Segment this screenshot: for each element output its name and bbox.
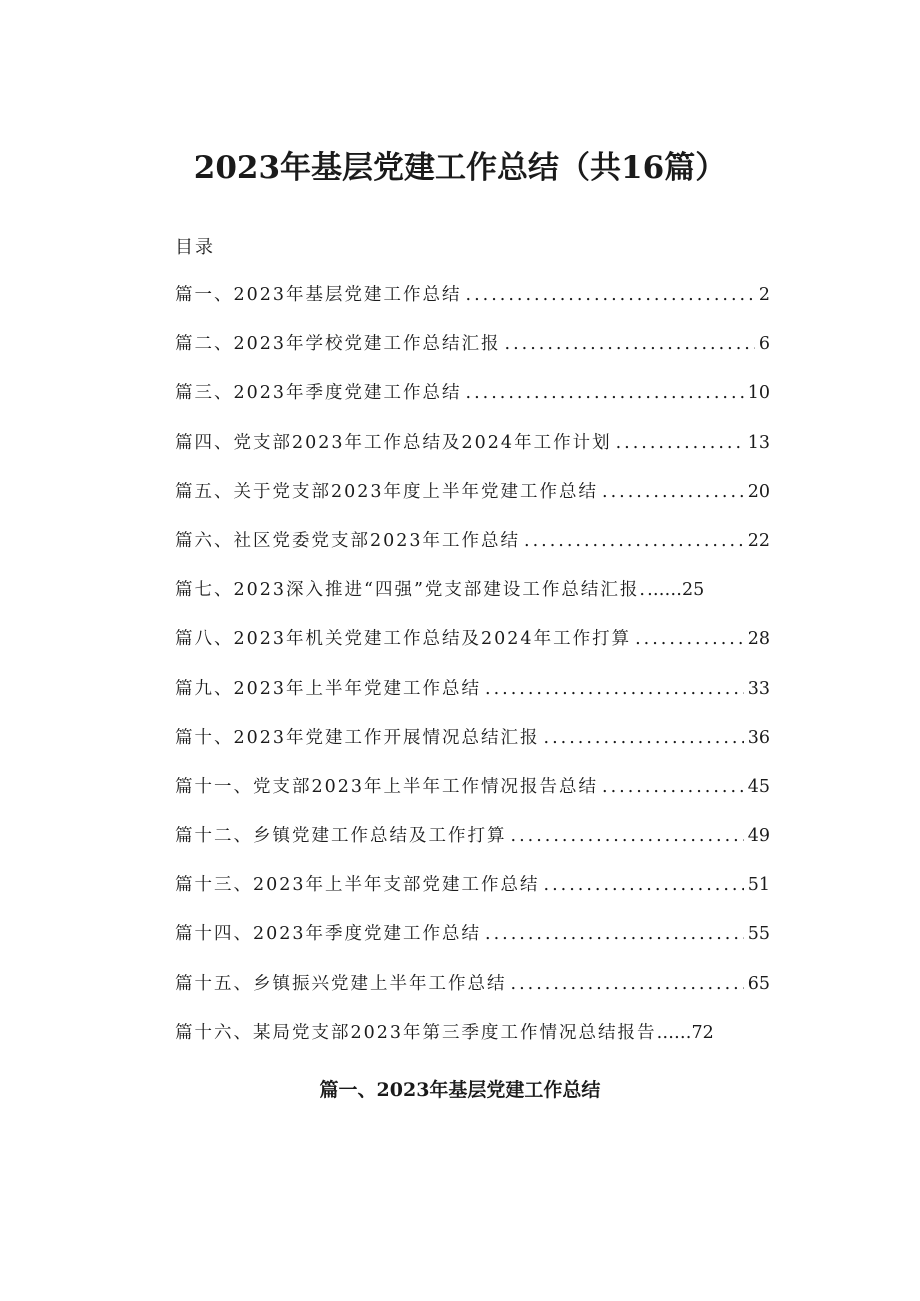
toc-entry-13[interactable] xyxy=(175,873,770,922)
toc-entry-label: 篇八、2023年机关党建工作总结及2024年工作打算 xyxy=(175,629,632,650)
toc-entry-label: 篇一、2023年基层党建工作总结 xyxy=(175,285,462,305)
toc-entry-page: 6 xyxy=(758,334,770,355)
toc-entry-16[interactable] xyxy=(175,1021,770,1070)
toc-leader-dots xyxy=(485,677,744,701)
toc-entry-page: 33 xyxy=(747,678,770,699)
toc-leader-dots xyxy=(466,381,744,405)
toc-leader-dots xyxy=(635,627,744,651)
toc-entry-page: 49 xyxy=(747,826,770,847)
section-heading: 篇一、2023年基层党建工作总结 xyxy=(319,1079,601,1101)
toc-entry-label: 篇十六、某局党支部2023年第三季度工作情况总结报告 xyxy=(175,1022,657,1043)
toc-entry-14[interactable] xyxy=(175,922,770,971)
toc-leader-dots xyxy=(616,431,744,455)
toc-entry-page: 20 xyxy=(747,481,770,502)
toc-entry-page: 65 xyxy=(747,973,770,994)
toc-entry-10[interactable] xyxy=(175,726,770,775)
toc-entry-label: 篇十、2023年党建工作开展情况总结汇报 xyxy=(175,727,540,748)
toc-leader-dots xyxy=(544,873,744,897)
toc-entry-page: 13 xyxy=(747,432,770,453)
toc-entry-page: ……25 xyxy=(647,580,705,601)
toc-entry-9[interactable] xyxy=(175,677,770,726)
toc-leader-dots xyxy=(485,922,744,946)
toc-entry-page: 36 xyxy=(747,727,770,748)
toc-entry-page: 55 xyxy=(747,924,770,945)
toc-entry-label: 篇七、2023深入推进“四强”党支部建设工作总结汇报. xyxy=(175,580,647,601)
table-of-contents xyxy=(175,283,770,1070)
toc-entry-label: 篇九、2023年上半年党建工作总结 xyxy=(175,678,482,699)
toc-entry-page: 22 xyxy=(747,530,770,551)
toc-entry-8[interactable] xyxy=(175,627,770,676)
toc-entry-label: 篇十三、2023年上半年支部党建工作总结 xyxy=(175,875,540,896)
toc-leader-dots xyxy=(511,824,744,848)
document-title: 2023年基层党建工作总结（共16篇） xyxy=(193,150,727,186)
toc-entry-label: 篇四、党支部2023年工作总结及2024年工作计划 xyxy=(175,432,612,453)
toc-entry-page: 28 xyxy=(747,629,770,650)
toc-leader-dots xyxy=(602,775,744,799)
toc-entry-15[interactable] xyxy=(175,972,770,1021)
toc-entry-6[interactable] xyxy=(175,529,770,578)
toc-leader-dots xyxy=(466,283,755,307)
toc-heading: 目录 xyxy=(175,237,215,258)
toc-leader-dots xyxy=(524,529,744,553)
toc-leader-dots xyxy=(544,726,744,750)
toc-entry-page: ……72 xyxy=(656,1022,714,1043)
toc-entry-page: 2 xyxy=(758,285,770,305)
toc-entry-label: 篇十二、乡镇党建工作总结及工作打算 xyxy=(175,826,507,847)
toc-entry-12[interactable] xyxy=(175,824,770,873)
toc-entry-label: 篇六、社区党委党支部2023年工作总结 xyxy=(175,530,521,551)
toc-entry-label: 篇三、2023年季度党建工作总结 xyxy=(175,383,462,404)
toc-entry-3[interactable] xyxy=(175,381,770,430)
toc-leader-dots xyxy=(511,972,744,996)
toc-entry-page: 45 xyxy=(747,776,770,797)
toc-entry-1[interactable] xyxy=(175,283,770,332)
toc-entry-label: 篇十四、2023年季度党建工作总结 xyxy=(175,924,482,945)
toc-entry-label: 篇十一、党支部2023年上半年工作情况报告总结 xyxy=(175,776,599,797)
toc-entry-page: 51 xyxy=(747,875,770,896)
toc-entry-label: 篇五、关于党支部2023年度上半年党建工作总结 xyxy=(175,481,599,502)
toc-entry-2[interactable] xyxy=(175,332,770,381)
toc-entry-11[interactable] xyxy=(175,775,770,824)
toc-entry-7[interactable] xyxy=(175,578,770,627)
toc-entry-label: 篇二、2023年学校党建工作总结汇报 xyxy=(175,334,501,355)
toc-leader-dots xyxy=(505,332,755,356)
toc-entry-5[interactable] xyxy=(175,480,770,529)
toc-entry-label: 篇十五、乡镇振兴党建上半年工作总结 xyxy=(175,973,507,994)
toc-entry-page: 10 xyxy=(747,383,770,404)
toc-leader-dots xyxy=(602,480,744,504)
toc-entry-4[interactable] xyxy=(175,431,770,480)
